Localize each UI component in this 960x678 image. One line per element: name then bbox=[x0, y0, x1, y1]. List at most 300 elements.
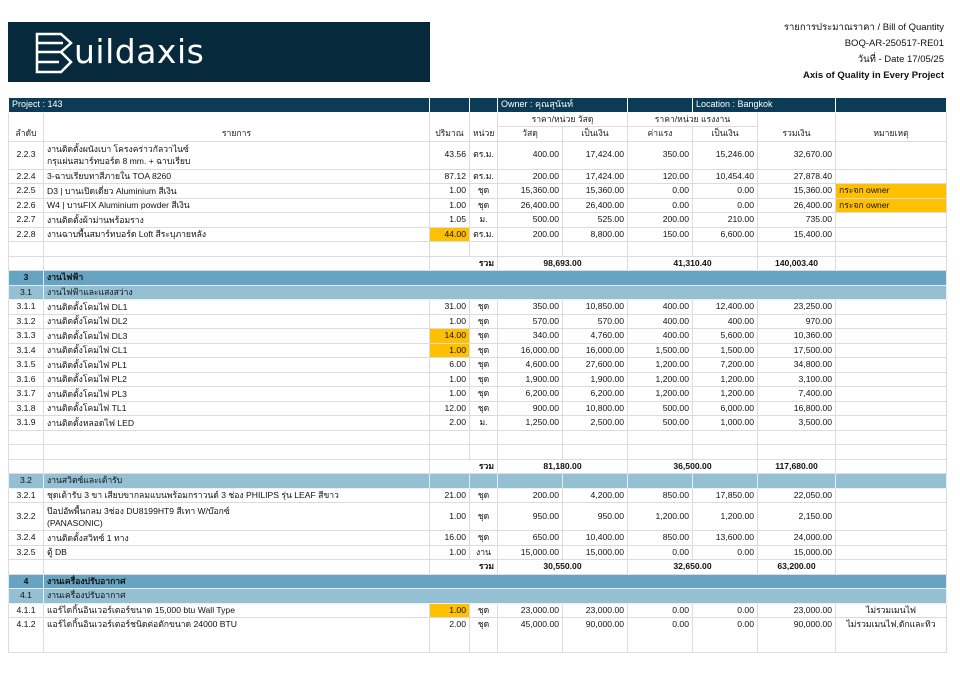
item-material-price: 350.00 bbox=[498, 300, 563, 315]
item-labor-price: 120.00 bbox=[628, 169, 693, 184]
item-labor-price: 200.00 bbox=[628, 213, 693, 228]
section-title: งานเครื่องปรับอากาศ bbox=[44, 574, 947, 589]
section-number: 3 bbox=[9, 271, 44, 286]
item-note bbox=[836, 329, 947, 344]
item-labor-total: 6,000.00 bbox=[693, 401, 758, 416]
item-material-price: 400.00 bbox=[498, 141, 563, 169]
item-note bbox=[836, 227, 947, 242]
item-material-total: 570.00 bbox=[563, 314, 628, 329]
item-note bbox=[836, 169, 947, 184]
empty-cell bbox=[836, 560, 947, 575]
item-description bbox=[44, 503, 430, 531]
item-note bbox=[836, 545, 947, 560]
item-labor-price: 1,500.00 bbox=[628, 343, 693, 358]
blank-row bbox=[9, 242, 947, 257]
item-labor-price: 850.00 bbox=[628, 531, 693, 546]
item-quantity: 12.00 bbox=[430, 401, 470, 416]
item-material-price: 26,400.00 bbox=[498, 198, 563, 213]
empty-cell bbox=[9, 256, 44, 271]
item-unit: ชุด bbox=[470, 300, 498, 315]
col-header-seq: ลำดับ bbox=[9, 112, 44, 141]
table-row bbox=[9, 488, 947, 503]
empty-cell bbox=[9, 430, 44, 445]
item-description bbox=[44, 184, 430, 199]
item-labor-price: 0.00 bbox=[628, 184, 693, 199]
subsection-row bbox=[9, 285, 947, 300]
table-row bbox=[9, 169, 947, 184]
item-material-total: 26,400.00 bbox=[563, 198, 628, 213]
col-header-desc: รายการ bbox=[44, 112, 430, 141]
item-note bbox=[836, 300, 947, 315]
item-material-price: 15,000.00 bbox=[498, 545, 563, 560]
item-description-line: ชุดเต้ารับ 3 ขา เสียบขากลมแบนพร้อมกราวนด์ 3 ช่อง PHILIPS รุ่น LEAF สีขาว bbox=[47, 490, 339, 501]
item-total: 3,500.00 bbox=[758, 416, 836, 431]
header-empty-cell bbox=[836, 98, 947, 113]
document-title: รายการประมาณราคา / Bill of Quantity bbox=[783, 22, 944, 33]
item-quantity: 6.00 bbox=[430, 358, 470, 373]
item-description-line: (PANASONIC) bbox=[47, 517, 103, 528]
header-empty-cell bbox=[430, 98, 470, 113]
empty-cell bbox=[628, 242, 693, 257]
subtotal-label: รวม bbox=[430, 256, 498, 271]
item-description-line: งานติดตั้งโคมไฟ PL3 bbox=[47, 388, 127, 399]
item-labor-total: 7,200.00 bbox=[693, 358, 758, 373]
empty-cell bbox=[498, 242, 563, 257]
item-note bbox=[836, 213, 947, 228]
item-labor-total: 1,000.00 bbox=[693, 416, 758, 431]
item-quantity: 21.00 bbox=[430, 488, 470, 503]
item-material-total: 4,200.00 bbox=[563, 488, 628, 503]
table-row bbox=[9, 603, 947, 618]
empty-cell bbox=[836, 430, 947, 445]
item-labor-total: 12,400.00 bbox=[693, 300, 758, 315]
item-labor-price: 1,200.00 bbox=[628, 503, 693, 531]
item-labor-total: 1,200.00 bbox=[693, 387, 758, 402]
item-labor-total: 0.00 bbox=[693, 603, 758, 618]
blank-row bbox=[9, 445, 947, 460]
item-labor-price: 1,200.00 bbox=[628, 372, 693, 387]
item-unit: ม. bbox=[470, 213, 498, 228]
table-row bbox=[9, 343, 947, 358]
item-material-total: 2,500.00 bbox=[563, 416, 628, 431]
subtotal-row bbox=[9, 256, 947, 271]
item-unit: ชุด bbox=[470, 343, 498, 358]
item-description bbox=[44, 545, 430, 560]
subtotal-total: 117,680.00 bbox=[758, 459, 836, 474]
item-labor-total: 17,850.00 bbox=[693, 488, 758, 503]
item-description bbox=[44, 198, 430, 213]
item-description-line: D3 | บานเปิดเดี่ยว Aluminium สีเงิน bbox=[47, 185, 177, 196]
item-description-line: งานติดตั้งผนังเบา โครงคร่าวกัลวาไนซ์ bbox=[47, 144, 189, 154]
document-date: วันที่ - Date 17/05/25 bbox=[857, 54, 944, 65]
item-material-total: 950.00 bbox=[563, 503, 628, 531]
item-total: 2,150.00 bbox=[758, 503, 836, 531]
header-empty-cell bbox=[470, 98, 498, 113]
item-material-price: 6,200.00 bbox=[498, 387, 563, 402]
item-description bbox=[44, 343, 430, 358]
item-note bbox=[836, 314, 947, 329]
empty-cell bbox=[44, 459, 430, 474]
item-material-total: 10,400.00 bbox=[563, 531, 628, 546]
subsection-row bbox=[9, 474, 947, 489]
section-number: 3.1 bbox=[9, 285, 44, 300]
item-material-total: 8,800.00 bbox=[563, 227, 628, 242]
item-seq: 2.2.5 bbox=[9, 184, 44, 199]
item-labor-price: 500.00 bbox=[628, 416, 693, 431]
section-row bbox=[9, 271, 947, 286]
empty-cell bbox=[563, 445, 628, 460]
column-group-header-row bbox=[9, 112, 947, 127]
empty-cell bbox=[470, 445, 498, 460]
item-note bbox=[836, 401, 947, 416]
subtotal-material: 30,550.00 bbox=[498, 560, 628, 575]
item-unit: ชุด bbox=[470, 358, 498, 373]
table-row bbox=[9, 300, 947, 315]
table-row bbox=[9, 213, 947, 228]
item-material-price: 570.00 bbox=[498, 314, 563, 329]
logo-b-icon bbox=[35, 32, 75, 74]
item-unit: ตร.ม. bbox=[470, 141, 498, 169]
header-empty-cell bbox=[628, 98, 693, 113]
empty-cell bbox=[470, 474, 498, 489]
item-quantity: 2.00 bbox=[430, 416, 470, 431]
item-quantity: 1.00 bbox=[430, 343, 470, 358]
company-logo bbox=[8, 22, 430, 82]
logo-wordmark: uildaxis bbox=[74, 32, 205, 71]
item-note bbox=[836, 387, 947, 402]
item-description bbox=[44, 314, 430, 329]
col-header-material-total: เป็นเงิน bbox=[563, 127, 628, 142]
empty-cell bbox=[758, 445, 836, 460]
empty-cell bbox=[430, 430, 470, 445]
item-material-total: 6,200.00 bbox=[563, 387, 628, 402]
item-seq: 3.1.2 bbox=[9, 314, 44, 329]
item-quantity: 44.00 bbox=[430, 227, 470, 242]
empty-cell bbox=[9, 560, 44, 575]
item-total: 34,800.00 bbox=[758, 358, 836, 373]
item-description bbox=[44, 401, 430, 416]
item-material-price: 900.00 bbox=[498, 401, 563, 416]
item-total: 15,000.00 bbox=[758, 545, 836, 560]
table-row bbox=[9, 198, 947, 213]
item-note bbox=[836, 503, 947, 531]
section-row bbox=[9, 574, 947, 589]
section-title: งานไฟฟ้าและแสงสว่าง bbox=[44, 285, 947, 300]
item-description-line: งานติดตั้งหลอดไฟ LED bbox=[47, 417, 135, 428]
section-number: 3.2 bbox=[9, 474, 44, 489]
item-labor-total: 0.00 bbox=[693, 198, 758, 213]
item-description-line: งานติดตั้งโคมไฟ DL2 bbox=[47, 316, 128, 327]
col-header-qty: ปริมาณ bbox=[430, 112, 470, 141]
item-note bbox=[836, 141, 947, 169]
item-description bbox=[44, 416, 430, 431]
table-row bbox=[9, 372, 947, 387]
item-material-total: 15,360.00 bbox=[563, 184, 628, 199]
item-unit: ชุด bbox=[470, 372, 498, 387]
item-seq: 3.2.1 bbox=[9, 488, 44, 503]
item-material-price: 650.00 bbox=[498, 531, 563, 546]
item-labor-price: 400.00 bbox=[628, 329, 693, 344]
subtotal-material: 81,180.00 bbox=[498, 459, 628, 474]
item-description bbox=[44, 141, 430, 169]
col-group-material: ราคา/หน่วย วัสดุ bbox=[498, 112, 628, 127]
item-labor-price: 350.00 bbox=[628, 141, 693, 169]
item-material-price: 15,360.00 bbox=[498, 184, 563, 199]
empty-cell bbox=[470, 242, 498, 257]
empty-cell bbox=[693, 445, 758, 460]
table-row bbox=[9, 329, 947, 344]
item-description bbox=[44, 372, 430, 387]
item-description-line: งานติดตั้งโคมไฟ DL3 bbox=[47, 330, 128, 341]
item-labor-total: 6,600.00 bbox=[693, 227, 758, 242]
empty-cell bbox=[836, 474, 947, 489]
item-unit: งาน bbox=[470, 545, 498, 560]
empty-cell bbox=[628, 430, 693, 445]
item-seq: 3.2.5 bbox=[9, 545, 44, 560]
document-code: BOQ-AR-250517-RE01 bbox=[844, 38, 944, 49]
item-labor-price: 0.00 bbox=[628, 545, 693, 560]
empty-cell bbox=[430, 474, 470, 489]
blank-row bbox=[9, 430, 947, 445]
item-total: 15,360.00 bbox=[758, 184, 836, 199]
item-labor-total: 13,600.00 bbox=[693, 531, 758, 546]
empty-cell bbox=[758, 474, 836, 489]
item-description bbox=[44, 227, 430, 242]
item-description-line: แอร์ไดกิ้นอินเวอร์เตอร์ขนาด 15,000 btu Wall Type bbox=[47, 605, 235, 616]
item-material-total: 10,850.00 bbox=[563, 300, 628, 315]
col-group-labor: ราคา/หน่วย แรงงาน bbox=[628, 112, 758, 127]
project-label: Project : 143 bbox=[9, 98, 430, 113]
item-labor-total: 0.00 bbox=[693, 618, 758, 653]
item-labor-total: 400.00 bbox=[693, 314, 758, 329]
col-header-unit: หน่วย bbox=[470, 112, 498, 141]
item-labor-total: 5,600.00 bbox=[693, 329, 758, 344]
item-description bbox=[44, 329, 430, 344]
item-quantity: 31.00 bbox=[430, 300, 470, 315]
item-unit: ชุด bbox=[470, 531, 498, 546]
section-title: งานสวิตซ์และเต้ารับ bbox=[44, 474, 430, 489]
item-unit: ชุด bbox=[470, 387, 498, 402]
owner-label: Owner : คุณสุนันท์ bbox=[498, 98, 628, 113]
item-material-total: 525.00 bbox=[563, 213, 628, 228]
item-total: 10,360.00 bbox=[758, 329, 836, 344]
item-seq: 4.1.1 bbox=[9, 603, 44, 618]
item-total: 90,000.00 bbox=[758, 618, 836, 653]
empty-cell bbox=[628, 474, 693, 489]
empty-cell bbox=[44, 242, 430, 257]
item-description bbox=[44, 488, 430, 503]
location-label: Location : Bangkok bbox=[693, 98, 836, 113]
item-seq: 3.1.3 bbox=[9, 329, 44, 344]
item-material-total: 10,800.00 bbox=[563, 401, 628, 416]
subtotal-row bbox=[9, 560, 947, 575]
item-quantity: 1.05 bbox=[430, 213, 470, 228]
item-note bbox=[836, 416, 947, 431]
item-description-line: งานติดตั้งสวิทซ์ 1 ทาง bbox=[47, 532, 129, 543]
item-material-price: 200.00 bbox=[498, 169, 563, 184]
item-seq: 3.2.4 bbox=[9, 531, 44, 546]
item-description-line: W4 | บานFIX Aluminium powder สีเงิน bbox=[47, 200, 190, 211]
item-description bbox=[44, 531, 430, 546]
item-seq: 3.2.2 bbox=[9, 503, 44, 531]
item-labor-total: 1,200.00 bbox=[693, 503, 758, 531]
item-total: 735.00 bbox=[758, 213, 836, 228]
item-labor-price: 400.00 bbox=[628, 314, 693, 329]
table-row bbox=[9, 503, 947, 531]
item-quantity: 1.00 bbox=[430, 314, 470, 329]
subsection-row bbox=[9, 589, 947, 604]
item-material-price: 950.00 bbox=[498, 503, 563, 531]
empty-cell bbox=[693, 474, 758, 489]
table-row bbox=[9, 531, 947, 546]
empty-cell bbox=[498, 430, 563, 445]
empty-cell bbox=[498, 445, 563, 460]
item-description-line: งานติดตั้งโคมไฟ CL1 bbox=[47, 345, 128, 356]
document-info bbox=[784, 20, 944, 84]
section-number: 4.1 bbox=[9, 589, 44, 604]
item-quantity: 1.00 bbox=[430, 503, 470, 531]
item-quantity: 1.00 bbox=[430, 198, 470, 213]
item-note: ไม่รวมเมนไฟ,ดักและทิว bbox=[836, 618, 947, 653]
empty-cell bbox=[44, 430, 430, 445]
col-header-note: หมายเหตุ bbox=[836, 112, 947, 141]
item-note bbox=[836, 372, 947, 387]
empty-cell bbox=[563, 430, 628, 445]
item-description-line: ป๊อปอัพพื้นกลม 3ช่อง DU8199HT9 สีเทา W/บ๊อกซ์ bbox=[47, 505, 230, 516]
subtotal-labor: 32,650.00 bbox=[628, 560, 758, 575]
item-total: 27,878.40 bbox=[758, 169, 836, 184]
subtotal-label: รวม bbox=[430, 560, 498, 575]
item-labor-price: 0.00 bbox=[628, 198, 693, 213]
col-header-labor: ค่าแรง bbox=[628, 127, 693, 142]
empty-cell bbox=[836, 445, 947, 460]
empty-cell bbox=[44, 560, 430, 575]
empty-cell bbox=[44, 445, 430, 460]
item-note: กระจก owner bbox=[836, 184, 947, 199]
subtotal-labor: 36,500.00 bbox=[628, 459, 758, 474]
item-labor-price: 1,200.00 bbox=[628, 387, 693, 402]
empty-cell bbox=[9, 459, 44, 474]
subtotal-total: 63,200.00 bbox=[758, 560, 836, 575]
item-note: กระจก owner bbox=[836, 198, 947, 213]
empty-cell bbox=[9, 445, 44, 460]
empty-cell bbox=[430, 242, 470, 257]
table-row bbox=[9, 141, 947, 169]
col-header-labor-total: เป็นเงิน bbox=[693, 127, 758, 142]
item-description-line: งานฉาบพื้นสมาร์ทบอร์ด Loft สีระบุภายหลัง bbox=[47, 229, 207, 240]
item-unit: ม. bbox=[470, 416, 498, 431]
subtotal-row bbox=[9, 459, 947, 474]
item-note bbox=[836, 531, 947, 546]
item-material-price: 1,900.00 bbox=[498, 372, 563, 387]
empty-cell bbox=[470, 430, 498, 445]
item-unit: ชุด bbox=[470, 314, 498, 329]
item-material-price: 16,000.00 bbox=[498, 343, 563, 358]
item-description bbox=[44, 169, 430, 184]
item-material-total: 17,424.00 bbox=[563, 141, 628, 169]
col-header-material: วัสดุ bbox=[498, 127, 563, 142]
company-tagline: Axis of Quality in Every Project bbox=[803, 70, 944, 81]
table-row bbox=[9, 401, 947, 416]
item-total: 22,050.00 bbox=[758, 488, 836, 503]
item-unit: ชุด bbox=[470, 603, 498, 618]
item-quantity: 1.00 bbox=[430, 603, 470, 618]
item-description bbox=[44, 358, 430, 373]
item-description-line: แอร์ไดกิ้นอินเวอร์เตอร์ชนิดต่อตักขนาด 24000 BTU bbox=[47, 619, 237, 629]
item-material-price: 500.00 bbox=[498, 213, 563, 228]
item-description bbox=[44, 213, 430, 228]
item-unit: ชุด bbox=[470, 198, 498, 213]
item-labor-price: 850.00 bbox=[628, 488, 693, 503]
table-row bbox=[9, 184, 947, 199]
table-row bbox=[9, 314, 947, 329]
item-material-price: 340.00 bbox=[498, 329, 563, 344]
item-material-total: 23,000.00 bbox=[563, 603, 628, 618]
item-total: 26,400.00 bbox=[758, 198, 836, 213]
section-title: งานเครื่องปรับอากาศ bbox=[44, 589, 947, 604]
item-quantity: 1.00 bbox=[430, 387, 470, 402]
item-labor-total: 15,246.00 bbox=[693, 141, 758, 169]
item-description bbox=[44, 387, 430, 402]
boq-table bbox=[8, 97, 947, 653]
item-seq: 3.1.6 bbox=[9, 372, 44, 387]
item-seq: 2.2.7 bbox=[9, 213, 44, 228]
item-description-line: งานติดตั้งผ้าม่านพร้อมราง bbox=[47, 214, 144, 225]
item-quantity: 87.12 bbox=[430, 169, 470, 184]
item-labor-total: 0.00 bbox=[693, 545, 758, 560]
item-material-total: 90,000.00 bbox=[563, 618, 628, 653]
item-seq: 3.1.4 bbox=[9, 343, 44, 358]
item-note: ไม่รวมเมนไฟ bbox=[836, 603, 947, 618]
empty-cell bbox=[9, 242, 44, 257]
item-unit: ชุด bbox=[470, 401, 498, 416]
item-labor-price: 500.00 bbox=[628, 401, 693, 416]
table-row bbox=[9, 227, 947, 242]
item-description bbox=[44, 300, 430, 315]
empty-cell bbox=[693, 430, 758, 445]
item-quantity: 16.00 bbox=[430, 531, 470, 546]
empty-cell bbox=[44, 256, 430, 271]
item-quantity: 14.00 bbox=[430, 329, 470, 344]
item-seq: 3.1.8 bbox=[9, 401, 44, 416]
item-material-price: 23,000.00 bbox=[498, 603, 563, 618]
item-material-price: 1,250.00 bbox=[498, 416, 563, 431]
empty-cell bbox=[758, 242, 836, 257]
item-quantity: 43.56 bbox=[430, 141, 470, 169]
item-note bbox=[836, 488, 947, 503]
item-total: 7,400.00 bbox=[758, 387, 836, 402]
item-total: 23,000.00 bbox=[758, 603, 836, 618]
item-unit: ชุด bbox=[470, 503, 498, 531]
subtotal-total: 140,003.40 bbox=[758, 256, 836, 271]
item-total: 970.00 bbox=[758, 314, 836, 329]
empty-cell bbox=[563, 474, 628, 489]
item-labor-total: 1,200.00 bbox=[693, 372, 758, 387]
item-seq: 3.1.1 bbox=[9, 300, 44, 315]
empty-cell bbox=[430, 445, 470, 460]
item-labor-total: 0.00 bbox=[693, 184, 758, 199]
item-description-line: งานติดตั้งโคมไฟ DL1 bbox=[47, 301, 128, 312]
project-info-row bbox=[9, 98, 947, 113]
empty-cell bbox=[836, 256, 947, 271]
item-material-total: 17,424.00 bbox=[563, 169, 628, 184]
item-description-line: ตู้ DB bbox=[47, 547, 67, 558]
section-number: 4 bbox=[9, 574, 44, 589]
table-row bbox=[9, 545, 947, 560]
col-header-total: รวมเงิน bbox=[758, 112, 836, 141]
empty-cell bbox=[836, 459, 947, 474]
item-seq: 2.2.6 bbox=[9, 198, 44, 213]
